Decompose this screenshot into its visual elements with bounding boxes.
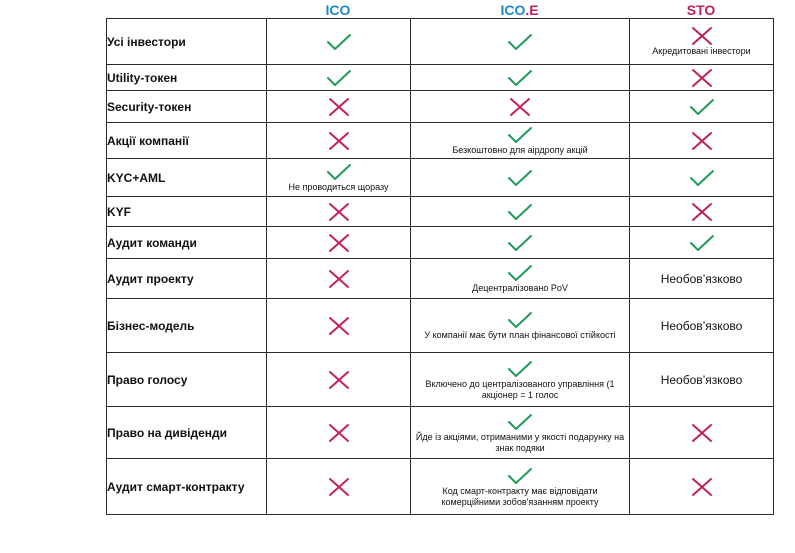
cell-icoe [411,65,630,91]
check-icon [689,168,715,188]
cell-ico [267,19,411,65]
cell-content [267,131,410,151]
row-label: Бізнес-модель [107,299,267,353]
row-label: Усі інвестори [107,19,267,65]
cell-ico [267,123,411,159]
cell-note: У компанії має бути план фінансової стійкості [424,330,616,340]
row-label: Аудит команди [107,227,267,259]
cell-ico [267,353,411,407]
cell-content [411,202,629,222]
cell-content [411,68,629,88]
table-row [107,259,774,299]
cross-icon [326,370,352,390]
cell-content [267,202,410,222]
cross-icon [326,202,352,222]
cross-icon [689,131,715,151]
cell-note: Йде із акціями, отриманими у якості подарунку на знак подяки [415,431,625,453]
table-row [107,65,774,91]
table-row [107,459,774,515]
cell-sto [630,65,774,91]
cross-icon [689,202,715,222]
cell-content [630,477,773,497]
cell-ico [267,65,411,91]
row-label: Security-токен [107,91,267,123]
cross-icon [326,477,352,497]
cell-content [267,68,410,88]
cell-icoe [411,159,630,197]
check-icon [689,233,715,253]
cell-content [411,233,629,253]
cell-note: Включено до централізованого управління (1 акціонер = 1 голос [425,378,615,400]
cell-content [630,233,773,253]
table-row [107,123,774,159]
column-header-sto: STO [686,2,716,18]
check-icon [507,202,533,222]
cell-content [411,466,629,508]
cell-content [630,26,773,57]
check-icon [507,125,533,145]
cell-content [630,319,773,333]
cell-content [630,202,773,222]
cell-content [411,412,629,454]
cell-sto [630,353,774,407]
cell-content [411,168,629,188]
row-label: Право на дивіденди [107,407,267,459]
row-label: Аудит смарт-контракту [107,459,267,515]
column-header-icoe [410,0,629,20]
cross-icon [507,97,533,117]
cell-content [630,423,773,443]
cell-content [267,162,410,193]
cell-sto [630,459,774,515]
check-icon [507,233,533,253]
cross-icon [689,477,715,497]
cell-sto [630,299,774,353]
cell-content [411,125,629,156]
cell-icoe [411,227,630,259]
cell-note: Код смарт-контракту має відповідати комерційними зобов'язанням проекту [441,485,599,507]
comparison-table [106,18,774,515]
cell-content [267,370,410,390]
cell-note: Децентралізовано PoV [472,283,568,293]
table-row [107,407,774,459]
cell-ico [267,459,411,515]
check-icon [326,32,352,52]
cell-icoe [411,197,630,227]
cell-content [630,68,773,88]
cell-sto [630,259,774,299]
cell-content [630,97,773,117]
row-label: KYF [107,197,267,227]
cell-content [411,310,629,341]
cell-content [267,32,410,52]
check-icon [507,412,533,432]
cell-sto [630,91,774,123]
cell-content [267,97,410,117]
check-icon [507,359,533,379]
cell-ico [267,299,411,353]
cell-sto [630,197,774,227]
check-icon [507,68,533,88]
cell-content [411,359,629,401]
cell-content [411,97,629,117]
cross-icon [326,131,352,151]
cell-content [267,477,410,497]
cell-ico [267,91,411,123]
table-row [107,19,774,65]
cross-icon [326,97,352,117]
check-icon [326,162,352,182]
cell-sto [630,123,774,159]
cell-icoe [411,123,630,159]
row-label: KYC+AML [107,159,267,197]
check-icon [326,68,352,88]
cross-icon [326,423,352,443]
cell-text: Необов’язково [660,271,743,286]
cross-icon [326,233,352,253]
cell-content [630,373,773,387]
cross-icon [689,26,715,46]
cell-icoe [411,19,630,65]
check-icon [507,310,533,330]
table-row [107,227,774,259]
cell-content [630,168,773,188]
cell-content [630,272,773,286]
table-row [107,91,774,123]
cross-icon [689,68,715,88]
table-row [107,299,774,353]
row-label: Право голосу [107,353,267,407]
column-header-ico: ICO [325,2,351,18]
cell-content [267,316,410,336]
check-icon [507,32,533,52]
table-row [107,159,774,197]
cell-sto [630,227,774,259]
cell-content [267,233,410,253]
cell-ico [267,227,411,259]
cell-note: Не проводиться щоразу [288,182,389,192]
cross-icon [326,316,352,336]
check-icon [507,168,533,188]
cell-note: Безкоштовно для аірдропу акцій [452,145,588,155]
cell-text: Необов’язково [660,318,743,333]
cell-text: Необов’язково [660,372,743,387]
row-label: Utility-токен [107,65,267,91]
cell-ico [267,197,411,227]
cell-icoe [411,91,630,123]
cell-icoe [411,407,630,459]
cell-ico [267,407,411,459]
row-label: Акції компанії [107,123,267,159]
column-header-icoe-main: ICO [500,2,526,18]
table-row [107,353,774,407]
cell-sto [630,407,774,459]
row-label: Аудит проекту [107,259,267,299]
cell-sto [630,19,774,65]
table-row [107,197,774,227]
cell-icoe [411,299,630,353]
column-header-icoe-suffix: .E [525,2,539,18]
cell-sto [630,159,774,197]
check-icon [689,97,715,117]
cell-icoe [411,459,630,515]
cell-content [411,32,629,52]
cell-ico [267,259,411,299]
check-icon [507,466,533,486]
cell-content [411,263,629,294]
cell-content [630,131,773,151]
cell-content [267,423,410,443]
cell-content [267,269,410,289]
check-icon [507,263,533,283]
cross-icon [326,269,352,289]
cell-ico [267,159,411,197]
cross-icon [689,423,715,443]
comparison-table-body [107,19,774,515]
cell-icoe [411,259,630,299]
cell-note: Акредитовані інвестори [652,46,751,56]
cell-icoe [411,353,630,407]
